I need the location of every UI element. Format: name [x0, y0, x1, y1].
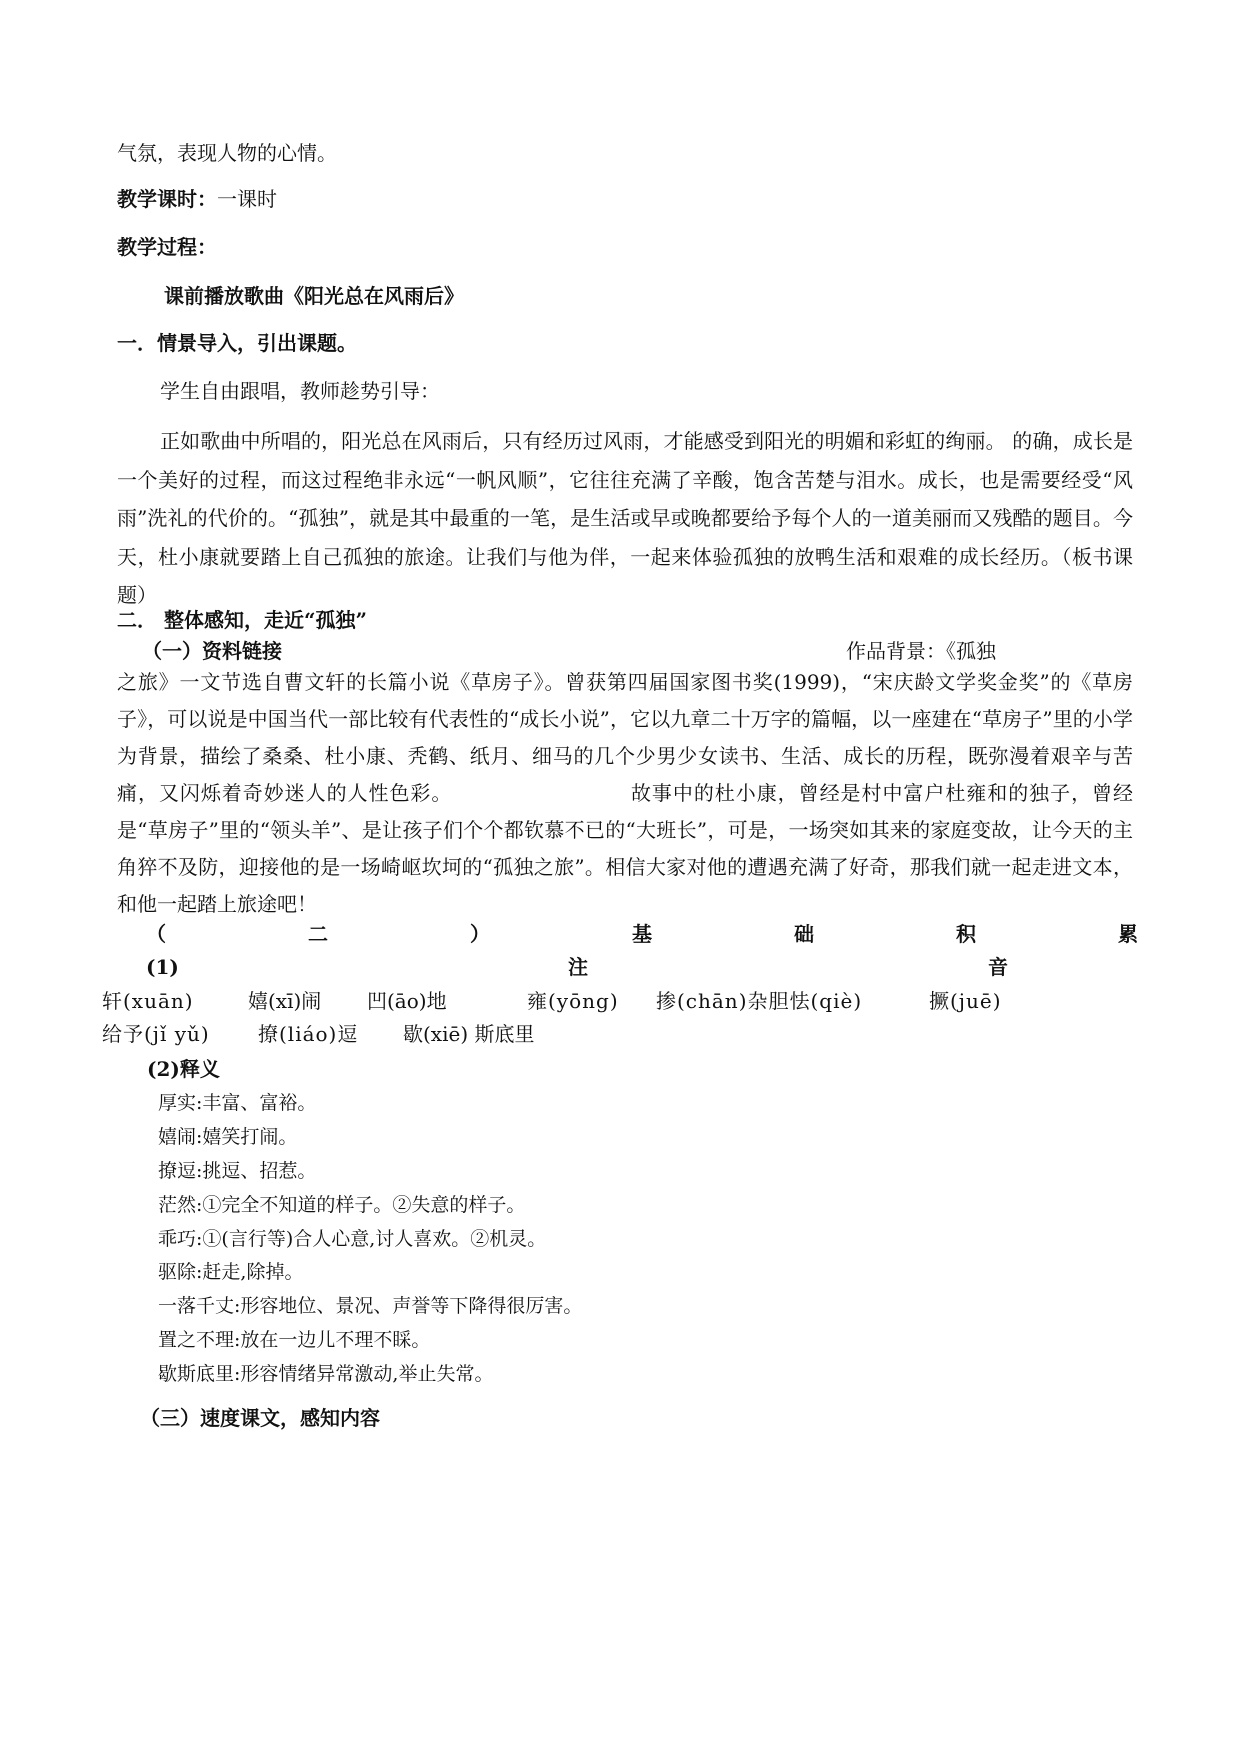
teaching-hours-label: 教学课时： [117, 187, 217, 211]
sub2-char: 累 [1118, 922, 1138, 946]
sub1-paragraph: 之旅》一文节选自曹文轩的长篇小说《草房子》。曾获第四届国家图书奖(1999)，“宋庆龄文学奖金奖”的《草房子》，可以说是中国当代一部比较有代表性的“成长小说”，它以九章二十万字的篇幅，以一座建在“草房子”里的小学为背景，描绘了桑桑、杜小康、秃鹤、纸月、细马的几个少男少女读书、生活、成长的历程，既弥漫着艰辛与苦痛，又闪烁着奇妙迷人的人性色彩。 故事中的杜小康，曾经是村中富户杜雍和的独子，曾经是“草房子”里的“领头羊”、是让孩子们个个都钦慕不已的“大班长”，可是，一场突如其来的家庭变故，让今天的主角猝不及防，迎接他的是一场崎岖坎坷的“孤独之旅”。相信大家对他的遭遇充满了好奇，那我们就一起走进文本，和他一起踏上旅途吧！ [117, 670, 1133, 916]
sub2-char: 础 [794, 922, 814, 946]
section2-heading: 二． 整体感知，走近“孤独” [117, 608, 367, 632]
pinyin-item: 歇(xiē) 斯底里 [403, 1022, 535, 1046]
sub2-heading [146, 922, 1138, 946]
sub2-char: （ [146, 922, 166, 946]
sub2-char: ） [470, 922, 490, 946]
sub1-label: （一）资料链接 [142, 639, 282, 663]
intro-fragment: 气氛，表现人物的心情。 [117, 141, 337, 165]
pronunciation-number: (1) [146, 955, 179, 979]
pinyin-item: 雍(yōng) [527, 989, 619, 1013]
song-line: 课前播放歌曲《阳光总在风雨后》 [164, 284, 464, 308]
definition-item: 驱除:赶走,除掉。 [158, 1261, 304, 1283]
pronunciation-char-yin: 音 [988, 955, 1008, 979]
teaching-process-label: 教学过程： [117, 235, 217, 259]
definition-item: 乖巧:①(言行等)合人心意,讨人喜欢。②机灵。 [158, 1228, 547, 1250]
teaching-hours [117, 187, 277, 211]
pinyin-item: 撅(juē) [929, 989, 1002, 1013]
pinyin-item: 掺(chān)杂胆怯(qiè) [656, 989, 863, 1013]
sub2-char: 二 [308, 922, 328, 946]
pinyin-item: 凹(āo)地 [367, 989, 447, 1013]
definition-item: 置之不理:放在一边儿不理不睬。 [158, 1329, 431, 1351]
definition-item: 厚实:丰富、富裕。 [158, 1092, 317, 1114]
definition-item: 一落千丈:形容地位、景况、声誉等下降得很厉害。 [158, 1295, 583, 1317]
definition-item: 嬉闹:嬉笑打闹。 [158, 1126, 298, 1148]
pinyin-item: 撩(liáo)逗 [258, 1022, 359, 1046]
sub2-char: 积 [956, 922, 976, 946]
pinyin-item: 轩(xuān) [102, 989, 194, 1013]
definition-item: 歇斯底里:形容情绪异常激动,举止失常。 [158, 1363, 494, 1385]
sub1-background-label: 作品背景：《孤独 [846, 639, 996, 663]
pronunciation-char-zhu: 注 [568, 955, 588, 979]
pinyin-item: 给予(jǐ yǔ) [102, 1022, 210, 1046]
section1-lead: 学生自由跟唱，教师趁势引导： [160, 379, 440, 403]
section1-paragraph: 正如歌曲中所唱的，阳光总在风雨后，只有经历过风雨，才能感受到阳光的明媚和彩虹的绚丽。 的确，成长是一个美好的过程，而这过程绝非永远“一帆风顺”，它往往充满了辛酸，饱含苦楚与泪水。成长，也是需要经受“风雨”洗礼的代价的。“孤独”，就是其中最重的一笔，是生活或早或晚都要给予每个人的一道美丽而又残酷的题目。今天，杜小康就要踏上自己孤独的旅途。让我们与他为伴，一起来体验孤独的放鸭生活和艰难的成长经历。（板书课题） [117, 429, 1133, 608]
definition-item: 茫然:①完全不知道的样子。②失意的样子。 [158, 1194, 526, 1216]
definitions-heading: (2)释义 [147, 1057, 220, 1081]
sub3-label: （三）速度课文，感知内容 [140, 1406, 380, 1430]
definition-item: 撩逗:挑逗、招惹。 [158, 1160, 317, 1182]
sub2-char: 基 [632, 922, 652, 946]
teaching-hours-value: 一课时 [217, 187, 277, 211]
section1-heading: 一．情景导入，引出课题。 [117, 331, 357, 355]
pinyin-item: 嬉(xī)闹 [248, 989, 322, 1013]
